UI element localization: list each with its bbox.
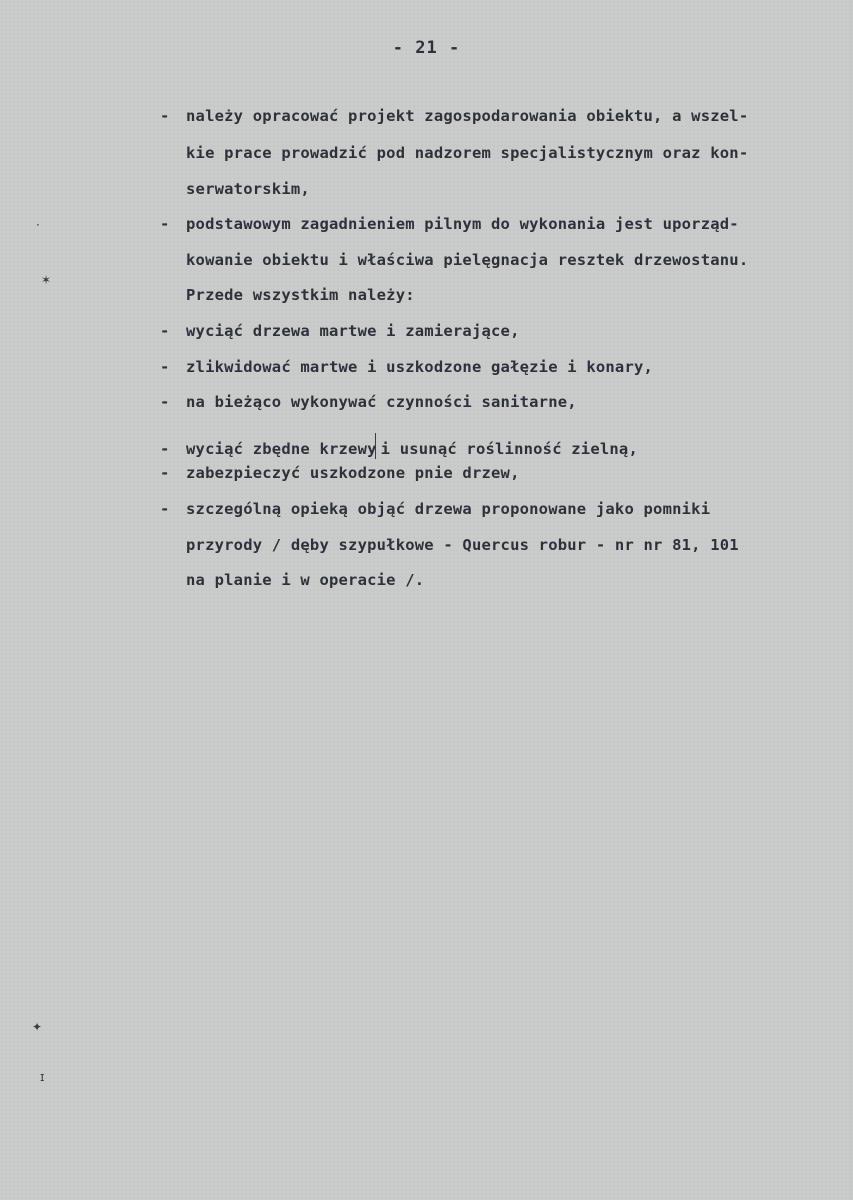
line-text: na bieżąco wykonywać czynności sanitarne,: [186, 393, 577, 411]
bullet-dash: -: [160, 358, 170, 376]
line-text: podstawowym zagadnieniem pilnym do wykonania jest uporząd-: [186, 215, 739, 233]
text-line: Przede wszystkim należy:: [186, 286, 415, 304]
text-line: [160, 428, 638, 459]
text-line: [160, 463, 520, 483]
text-line: przyrody / dęby szypułkowe - Quercus robur - nr nr 81, 101: [186, 536, 739, 554]
line-text: zlikwidować martwe i uszkodzone gałęzie i konary,: [186, 358, 654, 376]
margin-mark: ɪ: [40, 1070, 45, 1084]
line-text: wyciąć zbędne krzewy: [186, 440, 377, 458]
line-text: zabezpieczyć uszkodzone pnie drzew,: [186, 464, 520, 482]
bullet-dash: -: [160, 464, 170, 482]
text-line: [160, 321, 520, 341]
margin-mark: ✶: [41, 273, 52, 287]
line-text: i usunąć roślinność zielną,: [380, 440, 638, 458]
margin-mark: ·: [36, 218, 40, 232]
line-text: szczególną opieką objąć drzewa proponowane jako pomniki: [186, 500, 711, 518]
bullet-dash: -: [160, 215, 170, 233]
page-number: - 21 -: [392, 38, 461, 58]
bullet-dash: -: [160, 107, 170, 125]
text-line: kie prace prowadzić pod nadzorem specjalistycznym oraz kon-: [186, 144, 749, 162]
text-line: na planie i w operacie /.: [186, 571, 425, 589]
bullet-dash: -: [160, 322, 170, 340]
text-line: kowanie obiektu i właściwa pielęgnacja resztek drzewostanu.: [186, 251, 749, 269]
text-line: [160, 106, 748, 126]
line-text: należy opracować projekt zagospodarowania obiektu, a wszel-: [186, 107, 749, 125]
text-line: [160, 357, 653, 377]
bullet-dash: -: [160, 393, 170, 411]
margin-mark: ✦: [32, 1020, 43, 1034]
text-line: [160, 499, 710, 519]
text-line: [160, 392, 577, 412]
bullet-dash: -: [160, 440, 170, 458]
handwritten-correction-mark: [375, 433, 380, 459]
bullet-dash: -: [160, 500, 170, 518]
text-line: [160, 214, 739, 234]
line-text: wyciąć drzewa martwe i zamierające,: [186, 322, 520, 340]
text-line: serwatorskim,: [186, 180, 310, 198]
